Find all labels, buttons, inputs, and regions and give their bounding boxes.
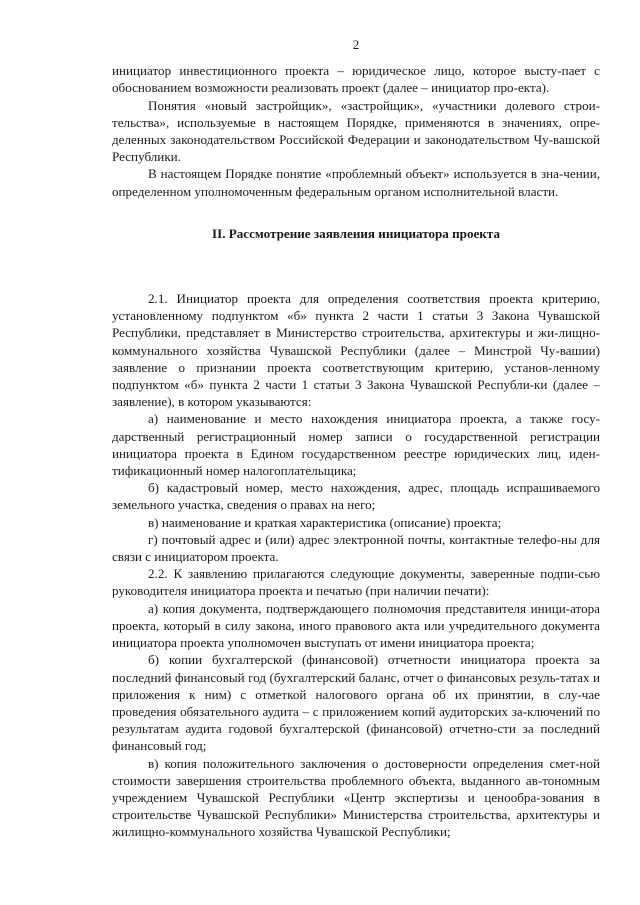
paragraph-2-2-v: в) копия положительного заключения о достоверности определения смет-ной стоимости завершения строительства проблемного объекта, выданного ав-тономным учреждением Чувашской Республики «Центр экспертизы и ценообра-зования в строительстве Чувашской Республики» Министерства строительства, архитектуры и жилищно-коммунального хозяйства Чувашской Республики;: [112, 755, 600, 840]
paragraph-2-2: 2.2. К заявлению прилагаются следующие документы, заверенные подпи-сью руководителя инициатора проекта и печатью (при наличии печати):: [112, 566, 600, 599]
paragraph-2-2-a: а) копия документа, подтверждающего полномочия представителя иници-атора проекта, который в силу закона, иного правового акта или учредительного документа инициатора проекта уполномочен выступать от имени инициатора проекта;: [112, 600, 600, 651]
paragraph-2-1-v: в) наименование и краткая характеристика (описание) проекта;: [148, 514, 502, 530]
section-title: II. Рассмотрение заявления инициатора проекта: [212, 225, 500, 241]
paragraph-2-2-b: б) копии бухгалтерской (финансовой) отчетности инициатора проекта за последний финансовый год (бухгалтерский баланс, отчет о финансовых резуль-татах и приложения к ним) с отметкой налогового органа об их принятии, в слу-чае проведения обязательного аудита – с приложением копий аудиторских за-ключений по результатам аудита годовой бухгалтерской (финансовой) отчетно-сти за последний финансовый год;: [112, 652, 600, 754]
paragraph-problem-object: В настоящем Порядке понятие «проблемный объект» используется в зна-чении, определенном уполномоченным федеральным органом исполнительной власти.: [112, 166, 600, 199]
paragraph-2-1-a: а) наименование и место нахождения инициатора проекта, а также госу-дарственный регистрационный номер записи о государственной регистрации инициатора проекта в Едином государственном реестре юридических лиц, иден-тификационный номер налогоплательщика;: [112, 411, 600, 479]
page-number: 2: [352, 37, 360, 52]
paragraph-2-1-g: г) почтовый адрес и (или) адрес электронной почты, контактные телефо-ны для связи с инициатором проекта.: [112, 531, 600, 565]
paragraph-2-1-b: б) кадастровый номер, место нахождения, адрес, площадь испрашиваемого земельного участка, сведения о правах на него;: [112, 480, 600, 513]
top-paragraphs: [112, 62, 600, 200]
main-paragraphs: [112, 290, 600, 841]
paragraph-concepts: Понятия «новый застройщик», «застройщик», «участники долевого строи-тельства», используемые в настоящем Порядке, применяются в значениях, опре-деленных законодательством Российской Федерации и законодательством Чу-вашской Республики.: [112, 97, 600, 165]
paragraph-initiator-definition: инициатор инвестиционного проекта – юридическое лицо, которое высту-пает с обоснованием возможности реализовать проект (далее – инициатор про-екта).: [112, 63, 600, 96]
paragraph-2-1: 2.1. Инициатор проекта для определения соответствия проекта критерию, установленному подпунктом «б» пункта 2 части 1 статьи 3 Закона Чувашской Республики, представляет в Министерство строительства, архитектуры и жи-лищно-коммунального хозяйства Чувашской Республики (далее – Минстрой Чу-вашии) заявление о признании проекта соответствующим критерию, установ-ленному подпунктом «б» пункта 2 части 1 статьи 3 Закона Чувашской Республи-ки (далее – заявление), в котором указываются:: [112, 291, 600, 410]
